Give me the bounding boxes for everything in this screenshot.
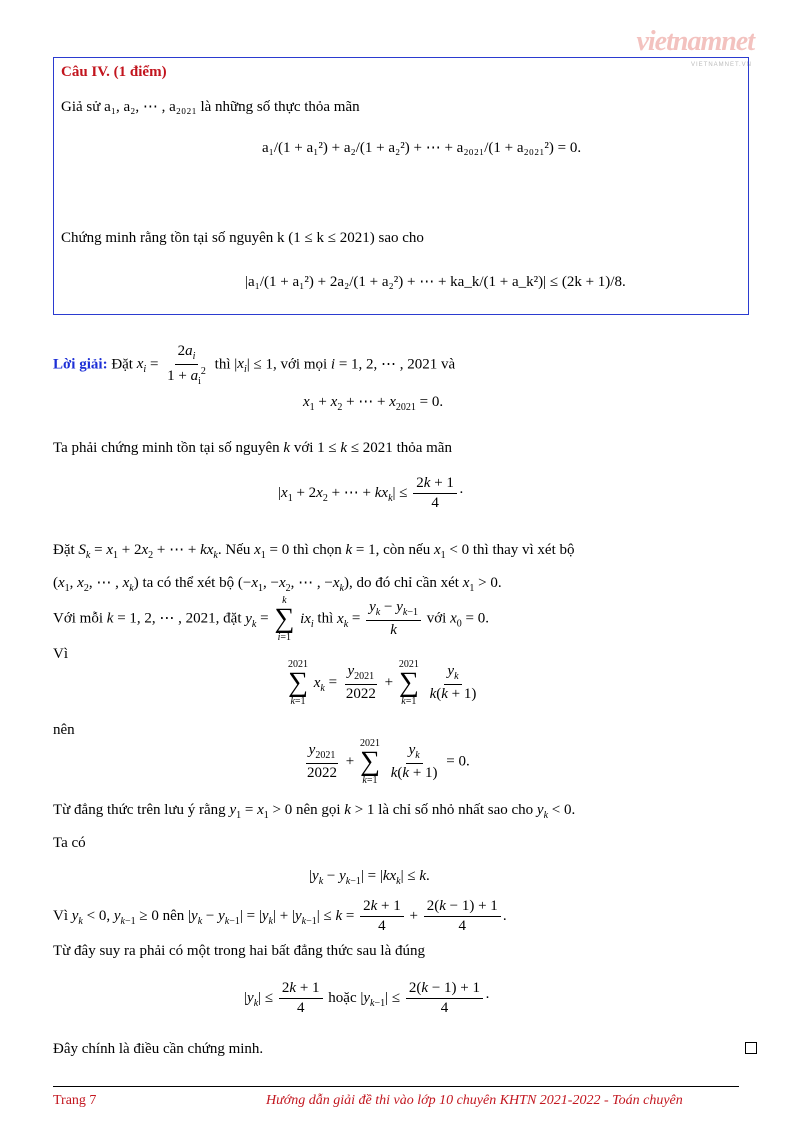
solution-line7: Vì $y_k < 0$, $y_{k-1} \ge 0$ nên $|y_k - y_{k-1}| = |y_k| + |y_{k-1}| \le k$ = $\frac{2k + 1}{4}$ + $\frac{2(k - 1) + 1}{4}$ .	[53, 898, 507, 935]
solution-conclusion: Đây chính là điều cần chứng minh.	[53, 1041, 264, 1057]
solution-abs-ineq: $|y_k - y_{k-1}| = |kx_k| \le k$.	[309, 868, 430, 887]
problem-title: Câu IV. (1 điểm)	[61, 64, 167, 80]
solution-final-ineq: $|y_k|$ ≤ $\frac{2k + 1}{4}$ hoặc $|y_{k-1}|$ ≤ $\frac{2(k - 1) + 1}{4}$ ·	[244, 980, 490, 1017]
problem-eq2-text: |a₁/(1 + a₁²) + 2a₂/(1 + a₂²) + ⋯ + ka_k/(1 + a_k²)| ≤ (2k + 1)/8.	[245, 274, 626, 290]
logo-sub: VIETNAMNET.VN	[690, 62, 752, 68]
sol-l4-a: ta có thể xét bộ	[142, 575, 235, 591]
sol-l2-b: với	[293, 440, 314, 456]
solution-sum-eq: $x_1 + x_2$ + ⋯ + $x_{2021} = 0$.	[303, 394, 444, 413]
footer-page: Trang 7	[53, 1093, 97, 1108]
solution-eq-sum2: $\frac{y_{2021}}{2022}$ + 2021 ∑ k=1 $\frac{y_k}{k(k + 1)}$ = 0.	[307, 738, 470, 786]
solution-goal-ineq: $|x_1 + 2x_2$ + ⋯ + $kx_k|$ ≤ $\frac{2k + 1}{4}$ ·	[278, 475, 464, 512]
problem-eq1	[262, 138, 581, 157]
problem-eq1-text: a₁/(1 + a₁²) + a₂/(1 + a₂²) + ⋯ + a₂₀₂₁/(1 + a₂₀₂₁²) = 0.	[262, 140, 582, 156]
solution-line8: Từ đây suy ra phải có một trong hai bất đẳng thức sau là đúng	[53, 943, 426, 959]
sol-l1-d: và	[441, 356, 456, 373]
sol-l5-d: với	[426, 610, 447, 627]
logo-word: vietnamnet	[636, 26, 754, 57]
sol-l1-a: Đặt	[111, 356, 133, 373]
solution-line6: Từ đẳng thức trên lưu ý rằng $y_1 = x_1 > 0$ nên gọi k > 1 là chỉ số nhỏ nhất sao cho $y_k < 0$.	[53, 802, 576, 821]
footer-title: Hướng dẫn giải đề thi vào lớp 10 chuyên KHTN 2021-2022 - Toán chuyên	[266, 1093, 683, 1108]
solution-line1: Lời giải: Đặt $x_i$ = $\frac{2a_i}{1 + a_i^2}$ thì $|x_i| \le 1$, với mọi i = 1, 2, ⋯ , 2021 và	[53, 343, 456, 387]
sol-l2-a: Ta phải chứng minh tồn tại số nguyên	[53, 440, 280, 456]
qed-square	[745, 1042, 757, 1054]
solution-eq-sum1: 2021 ∑ k=1 $x_k$ = $\frac{y_{2021}}{2022}$ + 2021 ∑ k=1 $\frac{y_k}{k(k + 1)}$	[288, 659, 477, 707]
sol-l6-c: là chỉ số nhỏ nhất sao cho	[378, 802, 534, 818]
sol-l5-c: thì	[317, 610, 334, 627]
solution-line5: Với mỗi k = 1, 2, ⋯ , 2021, đặt $y_k$ = k ∑ i=1 $ix_i$ thì $x_k$ = $\frac{y_k - y_{k-1}}{k}$ với $x_0 = 0$.	[53, 595, 489, 643]
sol-l7-a: Vì	[53, 908, 68, 925]
sol-l3-a: Đặt	[53, 542, 75, 558]
sol-l1-c: , với mọi	[272, 356, 328, 373]
sol-hoac: hoặc	[328, 990, 357, 1007]
solution-taco: Ta có	[53, 835, 86, 851]
solution-nen: nên	[53, 722, 75, 738]
problem-line1	[61, 97, 360, 116]
sol-l4-b: , do đó chỉ cần xét	[348, 575, 459, 591]
solution-label: Lời giải:	[53, 356, 108, 373]
solution-line3: Đặt $S_k = x_1 + 2x_2$ + ⋯ + $kx_k$. Nếu $x_1 = 0$ thì chọn k = 1, còn nếu $x_1 < 0$ thì thay vì xét bộ	[53, 542, 575, 561]
sol-l5-b: , đặt	[215, 610, 242, 627]
sol-l5-a: Với mỗi	[53, 610, 104, 627]
solution-vi: Vì	[53, 646, 68, 662]
sol-l7-b: nên	[162, 908, 185, 925]
problem-eq2	[245, 272, 626, 291]
footer-rule	[53, 1086, 739, 1087]
sol-l1-b: thì	[214, 356, 231, 373]
solution-line2: Ta phải chứng minh tồn tại số nguyên k với 1 ≤ k ≤ 2021 thỏa mãn	[53, 440, 452, 456]
sol-l3-d: , còn nếu	[375, 542, 431, 558]
sol-l3-c: thì chọn	[293, 542, 342, 558]
solution-line4: ($x_1$, $x_2$, ⋯ , $x_k$) ta có thể xét bộ ($-x_1$, $-x_2$, ⋯ , $-x_k$), do đó chỉ cần xét $x_1 > 0$.	[53, 575, 502, 594]
sol-l6-a: Từ đẳng thức trên lưu ý rằng	[53, 802, 226, 818]
problem-line1-text: Giả sử a₁, a₂, ⋯ , a₂₀₂₁ là những số thực thỏa mãn	[61, 99, 360, 115]
sol-l3-b: . Nếu	[217, 542, 251, 558]
sol-l6-b: nên gọi	[295, 802, 341, 818]
sol-l3-e: thì thay vì xét bộ	[472, 542, 575, 558]
problem-line2: Chứng minh rằng tồn tại số nguyên k (1 ≤ k ≤ 2021) sao cho	[61, 230, 424, 246]
sol-l2-c: thỏa mãn	[396, 440, 452, 456]
